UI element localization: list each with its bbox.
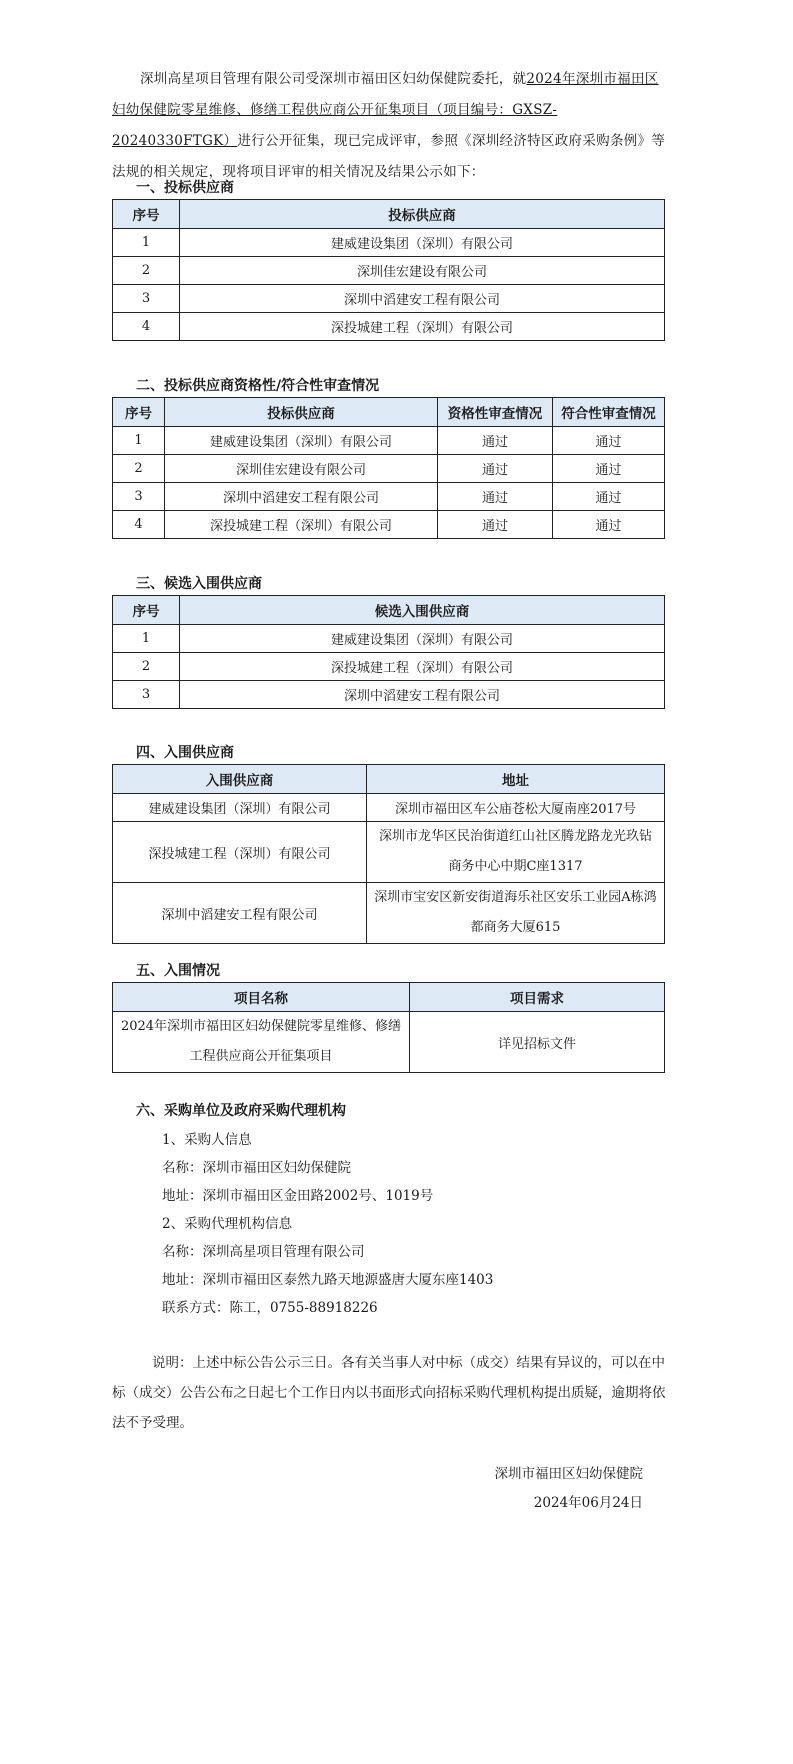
- cell-bidder: 建威建设集团（深圳）有限公司: [165, 427, 438, 455]
- cell-no: 1: [113, 427, 165, 455]
- cell-bidder: 深圳佳宏建设有限公司: [165, 455, 438, 483]
- agency-name: 名称：深圳高星项目管理有限公司: [162, 1244, 365, 1260]
- section4-heading: 四、入围供应商: [136, 745, 234, 761]
- col-header-project-name: 项目名称: [113, 983, 410, 1012]
- cell-qualification: 通过: [438, 427, 553, 455]
- cell-finalist: 建威建设集团（深圳）有限公司: [113, 794, 367, 822]
- table-row: [113, 229, 665, 257]
- col-header-qualification: 资格性审查情况: [438, 398, 553, 427]
- cell-no: 2: [113, 653, 180, 681]
- table-row: [113, 681, 665, 709]
- cell-address: 深圳市宝安区新安街道海乐社区安乐工业园A栋鸿都商务大厦615: [367, 883, 665, 944]
- cell-requirement: 详见招标文件: [410, 1012, 665, 1073]
- table-row: [113, 483, 665, 511]
- col-header-no: 序号: [113, 596, 180, 625]
- table-header-row: [113, 200, 665, 229]
- result-table: [112, 982, 665, 1073]
- signature-org: 深圳市福田区妇幼保健院: [494, 1466, 643, 1482]
- review-table: [112, 397, 665, 539]
- cell-no: 2: [113, 455, 165, 483]
- agency-contact: 联系方式：陈工，0755-88918226: [162, 1300, 378, 1316]
- cell-candidate: 建威建设集团（深圳）有限公司: [180, 625, 665, 653]
- table-row: [113, 625, 665, 653]
- col-header-finalist: 入围供应商: [113, 765, 367, 794]
- purchaser-info-title: 1、采购人信息: [162, 1132, 252, 1148]
- col-header-conformity: 符合性审查情况: [553, 398, 665, 427]
- purchaser-address: 地址：深圳市福田区金田路2002号、1019号: [162, 1188, 434, 1204]
- cell-qualification: 通过: [438, 511, 553, 539]
- finalists-table: [112, 764, 665, 944]
- signature-date: 2024年06月24日: [533, 1495, 643, 1511]
- cell-bidder: 深圳中滔建安工程有限公司: [165, 483, 438, 511]
- cell-no: 4: [113, 511, 165, 539]
- cell-address: 深圳市福田区车公庙苍松大厦南座2017号: [367, 794, 665, 822]
- cell-conformity: 通过: [553, 427, 665, 455]
- section6-heading: 六、采购单位及政府采购代理机构: [136, 1103, 346, 1119]
- intro-project-name: 2024年深圳市福田区妇幼保健院零星维修、修缮工程供应商公开征集项目（项目编号：GXSZ-20240330FTGK）: [112, 71, 659, 149]
- cell-no: 2: [113, 257, 180, 285]
- table-header-row: [113, 765, 665, 794]
- cell-qualification: 通过: [438, 483, 553, 511]
- intro-text-1: 深圳高星项目管理有限公司受深圳市福田区妇幼保健院委托，就: [140, 71, 527, 87]
- cell-no: 4: [113, 313, 180, 341]
- cell-address: 深圳市龙华区民治街道红山社区腾龙路龙光玖钻商务中心中期C座1317: [367, 822, 665, 883]
- table-row: [113, 653, 665, 681]
- section5-heading: 五、入围情况: [136, 963, 220, 979]
- col-header-candidate: 候选入围供应商: [180, 596, 665, 625]
- table-header-row: [113, 596, 665, 625]
- table-row: [113, 455, 665, 483]
- col-header-bidder: 投标供应商: [180, 200, 665, 229]
- cell-candidate: 深投城建工程（深圳）有限公司: [180, 653, 665, 681]
- col-header-requirement: 项目需求: [410, 983, 665, 1012]
- cell-conformity: 通过: [553, 455, 665, 483]
- col-header-no: 序号: [113, 200, 180, 229]
- cell-no: 3: [113, 285, 180, 313]
- cell-no: 1: [113, 229, 180, 257]
- table-header-row: [113, 983, 665, 1012]
- table-row: [113, 257, 665, 285]
- table-header-row: [113, 398, 665, 427]
- cell-no: 3: [113, 483, 165, 511]
- agency-info-title: 2、采购代理机构信息: [162, 1216, 293, 1232]
- section1-heading: 一、投标供应商: [136, 180, 234, 196]
- cell-no: 3: [113, 681, 180, 709]
- table-row: [113, 285, 665, 313]
- cell-bidder: 建威建设集团（深圳）有限公司: [180, 229, 665, 257]
- candidates-table: [112, 595, 665, 709]
- col-header-no: 序号: [113, 398, 165, 427]
- table-row: [113, 822, 665, 883]
- agency-address: 地址：深圳市福田区泰然九路天地源盛唐大厦东座1403: [162, 1272, 494, 1288]
- intro-paragraph: [112, 64, 672, 188]
- note-paragraph: 说明：上述中标公告公示三日。各有关当事人对中标（成交）结果有异议的，可以在中标（成交）公告公布之日起七个工作日内以书面形式向招标采购代理机构提出质疑，逾期将依法不予受理。: [112, 1355, 666, 1431]
- section2-heading: 二、投标供应商资格性/符合性审查情况: [136, 378, 380, 394]
- cell-qualification: 通过: [438, 455, 553, 483]
- cell-conformity: 通过: [553, 483, 665, 511]
- cell-finalist: 深圳中滔建安工程有限公司: [113, 883, 367, 944]
- cell-bidder: 深投城建工程（深圳）有限公司: [180, 313, 665, 341]
- table-row: [113, 511, 665, 539]
- col-header-address: 地址: [367, 765, 665, 794]
- intro-text-2: 进行公开征集，现已完成评审，参照《深圳经济特区政府采购条例》等法规的相关规定，现将项目评审的相关情况及结果公示如下：: [112, 133, 666, 180]
- table-row: [113, 427, 665, 455]
- cell-finalist: 深投城建工程（深圳）有限公司: [113, 822, 367, 883]
- bidders-table: [112, 199, 665, 341]
- section3-heading: 三、候选入围供应商: [136, 576, 262, 592]
- table-row: [113, 794, 665, 822]
- cell-bidder: 深圳中滔建安工程有限公司: [180, 285, 665, 313]
- cell-project-name: 2024年深圳市福田区妇幼保健院零星维修、修缮工程供应商公开征集项目: [113, 1012, 410, 1073]
- cell-bidder: 深圳佳宏建设有限公司: [180, 257, 665, 285]
- cell-no: 1: [113, 625, 180, 653]
- cell-bidder: 深投城建工程（深圳）有限公司: [165, 511, 438, 539]
- cell-candidate: 深圳中滔建安工程有限公司: [180, 681, 665, 709]
- table-row: [113, 1012, 665, 1073]
- table-row: [113, 883, 665, 944]
- col-header-bidder: 投标供应商: [165, 398, 438, 427]
- table-row: [113, 313, 665, 341]
- purchaser-name: 名称：深圳市福田区妇幼保健院: [162, 1160, 351, 1176]
- cell-conformity: 通过: [553, 511, 665, 539]
